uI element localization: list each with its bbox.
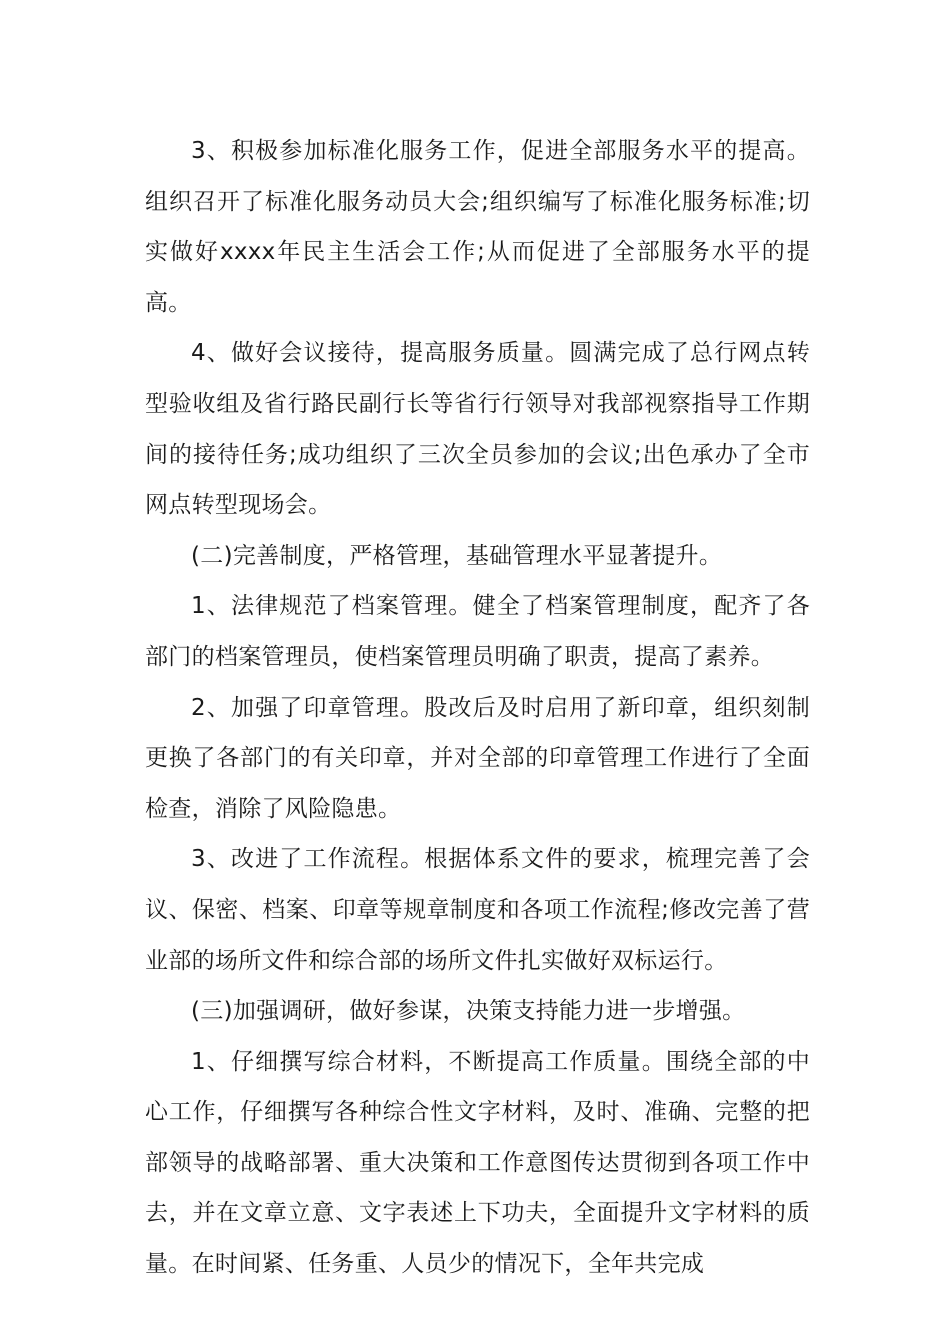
section-heading-3-research: (三)加强调研，做好参谋，决策支持能力进一步增强。 (191, 998, 746, 1025)
paragraph-item-1-archive-management: 1、法律规范了档案管理。健全了档案管理制度，配齐了各部门的档案管理员，使档案管理员明确了职责，提高了素养。 (145, 593, 810, 670)
paragraph-item-3-standardized-service: 3、积极参加标准化服务工作，促进全部服务水平的提高。组织召开了标准化服务动员大会;组织编写了标准化服务标准;切实做好xxxx年民主生活会工作;从而促进了全部服务水平的提高。 (145, 138, 810, 316)
paragraph-item-2-seal-management: 2、加强了印章管理。股改后及时启用了新印章，组织刻制更换了各部门的有关印章，并对全部的印章管理工作进行了全面检查，消除了风险隐患。 (145, 694, 810, 822)
document-body (145, 126, 810, 1290)
section-heading-2-improve-system: (二)完善制度，严格管理，基础管理水平显著提升。 (191, 542, 723, 569)
paragraph-item-4-meeting-reception: 4、做好会议接待，提高服务质量。圆满完成了总行网点转型验收组及省行路民副行长等省行行领导对我部视察指导工作期间的接待任务;成功组织了三次全员参加的会议;出色承办了全市网点转型现场会。 (145, 340, 810, 519)
paragraph-item-3-work-process: 3、改进了工作流程。根据体系文件的要求，梳理完善了会议、保密、档案、印章等规章制度和各项工作流程;修改完善了营业部的场所文件和综合部的场所文件扎实做好双标运行。 (145, 846, 810, 974)
paragraph-item-1-writing-materials: 1、仔细撰写综合材料，不断提高工作质量。围绕全部的中心工作，仔细撰写各种综合性文字材料，及时、准确、完整的把部领导的战略部署、重大决策和工作意图传达贯彻到各项工作中去，并在文章立意、文字表述上下功夫，全面提升文字材料的质量。在时间紧、任务重、人员少的情况下，全年共完成 (145, 1048, 810, 1278)
